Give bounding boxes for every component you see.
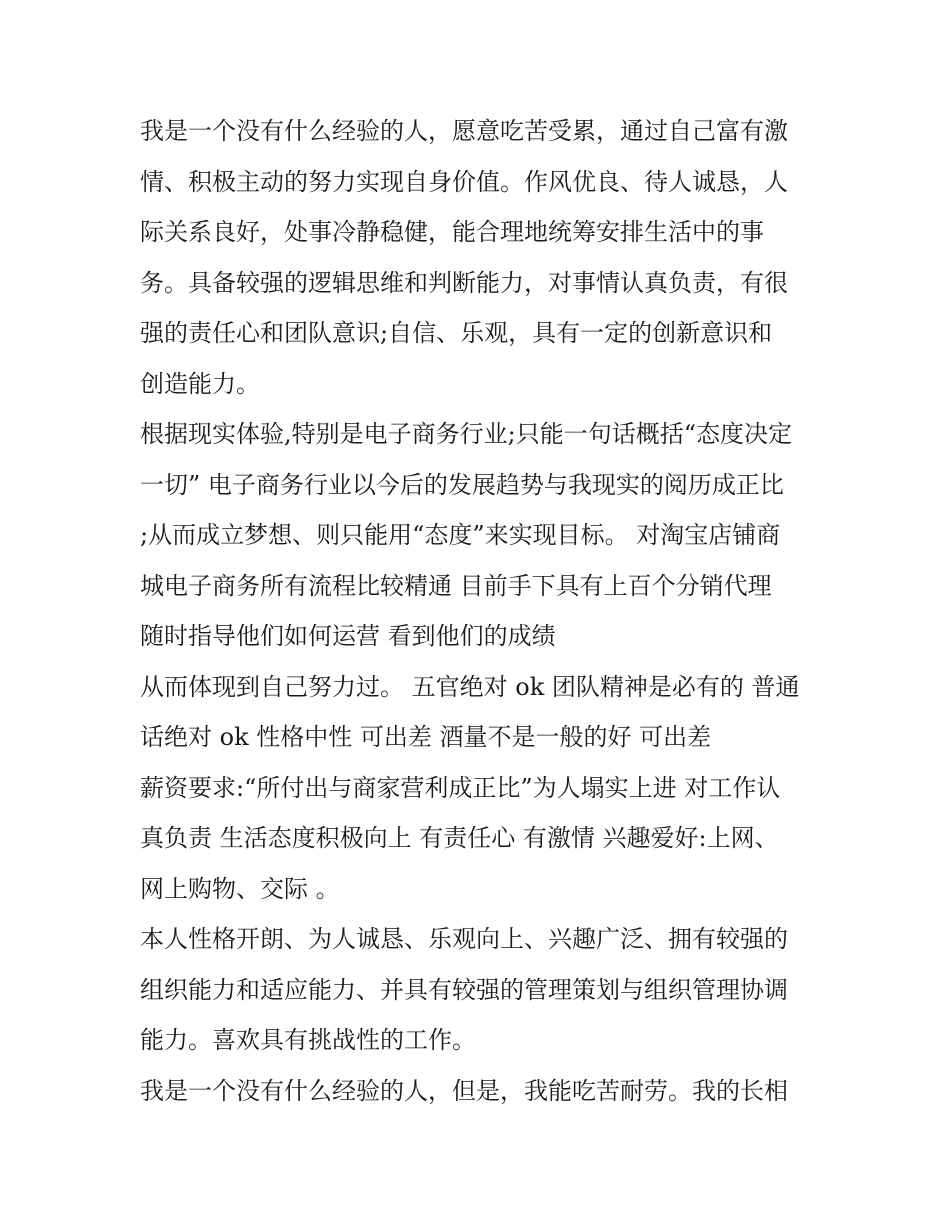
text-line: 务。具备较强的逻辑思维和判断能力，对事情认真负责，有很 <box>140 268 788 297</box>
text-line: 城电子商务所有流程比较精通 目前手下具有上百个分销代理 <box>140 571 772 600</box>
text-line: 随时指导他们如何运营 看到他们的成绩 <box>140 622 556 650</box>
text-line: 从而体现到自己努力过。 五官绝对 ok 团队精神是必有的 普通 <box>140 672 800 701</box>
document-body <box>140 106 820 1116</box>
text-line: 真负责 生活态度积极向上 有责任心 有激情 兴趣爱好:上网、 <box>140 824 779 852</box>
text-line: 网上购物、交际 。 <box>140 874 340 903</box>
text-line: 我是一个没有什么经验的人，愿意吃苦受累，通过自己富有激 <box>140 117 788 145</box>
text-line: 我是一个没有什么经验的人，但是，我能吃苦耐劳。我的长相 <box>140 1076 788 1105</box>
text-line: 组织能力和适应能力、并具有较强的管理策划与组织管理协调 <box>140 975 788 1004</box>
text-line: 情、积极主动的努力实现自身价值。作风优良、待人诚恳，人 <box>140 167 788 196</box>
text-line: 根据现实体验,特别是电子商务行业;只能一句话概括“态度决定 <box>140 420 792 448</box>
text-line: ;从而成立梦想、则只能用“态度”来实现目标。 对淘宝店铺商 <box>140 521 781 549</box>
text-line: 创造能力。 <box>140 369 260 398</box>
text-line: 际关系良好，处事冷静稳健，能合理地统筹安排生活中的事 <box>140 218 764 246</box>
text-line: 能力。喜欢具有挑战性的工作。 <box>140 1026 476 1054</box>
text-line: 本人性格开朗、为人诚恳、乐观向上、兴趣广泛、拥有较强的 <box>140 925 788 953</box>
text-line: 薪资要求:“所付出与商家营利成正比”为人塌实上进 对工作认 <box>140 773 781 802</box>
text-line: 话绝对 ok 性格中性 可出差 酒量不是一般的好 可出差 <box>140 723 712 751</box>
text-line: 强的责任心和团队意识;自信、乐观，具有一定的创新意识和 <box>140 319 773 347</box>
text-line: 一切” 电子商务行业以今后的发展趋势与我现实的阅历成正比 <box>140 470 784 499</box>
